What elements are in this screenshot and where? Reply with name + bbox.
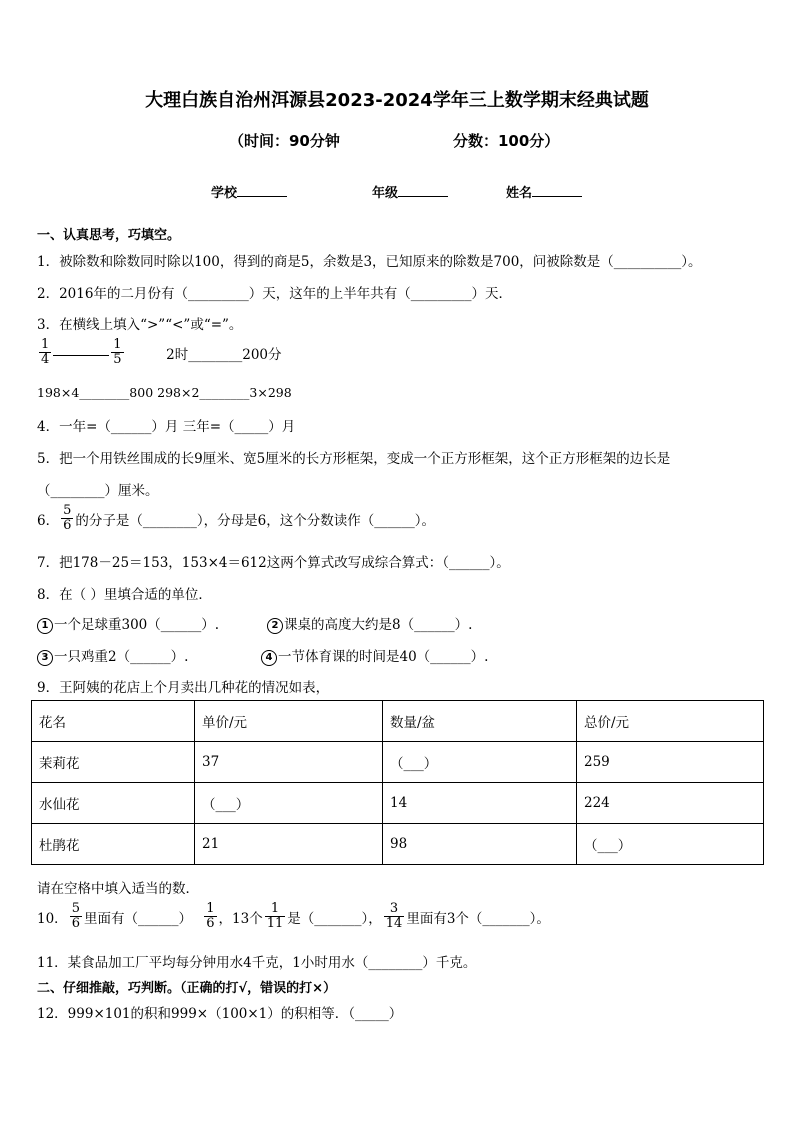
table-cell: 杜鹃花 bbox=[32, 824, 195, 865]
table-header-cell: 花名 bbox=[32, 701, 195, 742]
question-6: 6． $\frac{5}{6}$ 的分子是（________），分母是6，这个分数读作（______）。 bbox=[37, 503, 435, 534]
question-10: 10． $\frac{5}{6}$ 里面有（______） $\frac{1}{6}$ ，13个 $\frac{1}{11}$ 是（_______）， $\frac{3}{14}$ 里面有3个（_______）。 bbox=[37, 901, 550, 932]
fraction-three-fourteenths: $\frac{3}{14}$ bbox=[385, 901, 403, 932]
table-header-cell: 数量/盆 bbox=[383, 701, 577, 742]
table-cell: 259 bbox=[577, 742, 764, 783]
table-cell: 37 bbox=[195, 742, 383, 783]
compare-hours-minutes: 2时________200分 bbox=[166, 346, 282, 363]
table-cell: 14 bbox=[383, 783, 577, 824]
school-blank[interactable] bbox=[237, 184, 287, 197]
table-row bbox=[32, 742, 764, 783]
name-field[interactable] bbox=[506, 182, 582, 201]
fraction-one-quarter: $\frac{1}{4}$ bbox=[41, 337, 50, 368]
table-row bbox=[32, 824, 764, 865]
grade-field[interactable] bbox=[372, 182, 448, 201]
table-header-cell: 总价/元 bbox=[577, 701, 764, 742]
name-blank[interactable] bbox=[532, 184, 582, 197]
fraction-one-eleventh: $\frac{1}{11}$ bbox=[266, 901, 284, 932]
question-3-row-2: 198×4________800 298×2________3×298 bbox=[37, 385, 292, 400]
grade-label: 年级 bbox=[372, 186, 399, 201]
table-row bbox=[32, 783, 764, 824]
section-2-heading: 二、仔细推敲，巧判断。（正确的打√，错误的打×） bbox=[37, 981, 337, 996]
page-title: 大理白族自治州洱源县2023-2024学年三上数学期末经典试题 bbox=[145, 90, 649, 111]
fraction-one-fifth: $\frac{1}{5}$ bbox=[113, 337, 122, 368]
question-11: 11．某食品加工厂平均每分钟用水4千克，1小时用水（________）千克。 bbox=[37, 955, 477, 971]
fraction-one-sixth: $\frac{1}{6}$ bbox=[206, 901, 215, 932]
question-9-instruction: 请在空格中填入适当的数． bbox=[37, 881, 199, 897]
circled-number-1: 1 bbox=[37, 618, 53, 634]
compare-blank-1[interactable] bbox=[53, 343, 109, 356]
table-cell-blank[interactable]: （___） bbox=[577, 824, 764, 865]
section-1-heading: 一、认真思考，巧填空。 bbox=[37, 228, 181, 243]
question-5-line-2: （________）厘米。 bbox=[37, 483, 159, 499]
table-cell: 水仙花 bbox=[32, 783, 195, 824]
question-8-item-4: 4 一节体育课的时间是40（______）. bbox=[261, 645, 488, 666]
table-header-cell: 单价/元 bbox=[195, 701, 383, 742]
question-9: 9．王阿姨的花店上个月卖出几种花的情况如表， bbox=[37, 680, 330, 696]
question-8: 8．在（ ）里填合适的单位． bbox=[37, 587, 212, 603]
time-limit: （时间：90分钟 bbox=[229, 132, 340, 150]
name-label: 姓名 bbox=[506, 186, 533, 201]
fraction-five-sixths: $\frac{5}{6}$ bbox=[63, 503, 72, 534]
circled-number-2: 2 bbox=[267, 618, 283, 634]
question-8-item-3: 3 一只鸡重2（______）. bbox=[37, 645, 188, 666]
school-label: 学校 bbox=[211, 186, 238, 201]
table-cell: 茉莉花 bbox=[32, 742, 195, 783]
table-header-row bbox=[32, 701, 764, 742]
question-7: 7．把178－25＝153，153×4＝612这两个算式改写成综合算式：（______）。 bbox=[37, 555, 510, 571]
table-cell: 21 bbox=[195, 824, 383, 865]
question-12: 12．999×101的积和999×（100×1）的积相等．（_____） bbox=[37, 1006, 403, 1022]
question-1: 1．被除数和除数同时除以100，得到的商是5，余数是3，已知原来的除数是700，问被除数是（__________）。 bbox=[37, 254, 702, 270]
table-cell-blank[interactable]: （___） bbox=[383, 742, 577, 783]
question-8-item-2: 2 课桌的高度大约是8（______）. bbox=[267, 613, 472, 634]
table-cell: 224 bbox=[577, 783, 764, 824]
question-2: 2．2016年的二月份有（_________）天，这年的上半年共有（_________）天． bbox=[37, 286, 512, 302]
question-4: 4．一年=（______）月 三年=（_____）月 bbox=[37, 419, 296, 435]
grade-blank[interactable] bbox=[398, 184, 448, 197]
total-score: 分数：100分） bbox=[453, 132, 560, 150]
question-5-line-1: 5．把一个用铁丝围成的长9厘米、宽5厘米的长方形框架，变成一个正方形框架，这个正方形框架的边长是 bbox=[37, 451, 671, 467]
school-field[interactable] bbox=[211, 182, 287, 201]
circled-number-4: 4 bbox=[261, 650, 277, 666]
circled-number-3: 3 bbox=[37, 650, 53, 666]
fraction-five-sixths: $\frac{5}{6}$ bbox=[71, 901, 80, 932]
table-cell: 98 bbox=[383, 824, 577, 865]
question-3-row-1 bbox=[37, 338, 282, 368]
table-cell-blank[interactable]: （___） bbox=[195, 783, 383, 824]
question-8-item-1: 1 一个足球重300（______）. bbox=[37, 613, 219, 634]
flower-sales-table bbox=[31, 700, 764, 865]
question-3: 3．在横线上填入“>”“<”或“=”。 bbox=[37, 317, 243, 333]
